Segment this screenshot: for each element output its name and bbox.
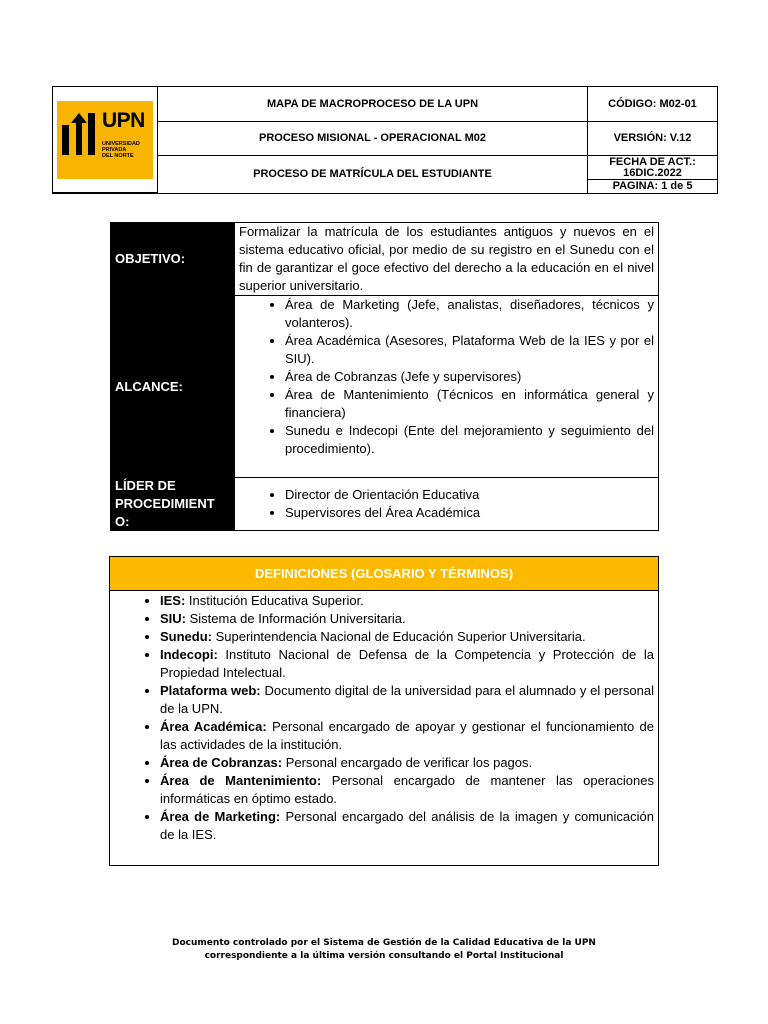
definition-item: • Sunedu: Superintendencia Nacional de Educación Superior Universitaria. bbox=[160, 628, 654, 646]
definition-item: • Área Académica: Personal encargado de apoyar y gestionar el funcionamiento de las actividades de la institución. bbox=[160, 718, 654, 754]
definition-item: • Área de Marketing: Personal encargado del análisis de la imagen y comunicación de la IES. bbox=[160, 808, 654, 844]
logo-subtitle: UNIVERSIDAD PRIVADA DEL NORTE bbox=[102, 140, 140, 159]
document-footer bbox=[0, 937, 768, 963]
page-number: PAGINA: 1 de 5 bbox=[612, 180, 693, 192]
scope-item: • Área Académica (Asesores, Plataforma Web de la IES y por el SIU). bbox=[285, 332, 654, 368]
definition-item: • IES: Institución Educativa Superior. bbox=[160, 592, 654, 610]
header-title-3: PROCESO DE MATRÍCULA DEL ESTUDIANTE bbox=[158, 156, 588, 193]
objective-row bbox=[111, 223, 658, 296]
definitions-list bbox=[110, 591, 658, 844]
header-title-1: MAPA DE MACROPROCESO DE LA UPN bbox=[158, 87, 588, 122]
scope-label: ALCANCE: bbox=[111, 296, 235, 477]
update-date: FECHA DE ACT.: 16DIC.2022 bbox=[588, 156, 717, 180]
leader-list-cell bbox=[235, 478, 658, 530]
definition-item: • Área de Mantenimiento: Personal encargado de mantener las operaciones informáticas en óptimo estado. bbox=[160, 772, 654, 808]
leader-item: • Director de Orientación Educativa bbox=[285, 486, 480, 504]
scope-item: • Sunedu e Indecopi (Ente del mejoramiento y seguimiento del procedimiento). bbox=[285, 422, 654, 458]
scope-row bbox=[111, 296, 658, 478]
logo-brand-text: UPN bbox=[102, 108, 145, 132]
definitions-heading: DEFINICIONES (GLOSARIO Y TÉRMINOS) bbox=[110, 557, 658, 591]
scope-item: • Área de Cobranzas (Jefe y supervisores) bbox=[285, 368, 654, 386]
scope-list-cell bbox=[235, 296, 658, 477]
header-title-2: PROCESO MISIONAL - OPERACIONAL M02 bbox=[158, 122, 588, 156]
footer-line-1: Documento controlado por el Sistema de Gestión de la Calidad Educativa de la UPN bbox=[172, 938, 596, 948]
footer-line-2: correspondiente a la última versión consultando el Portal Institucional bbox=[204, 951, 564, 961]
objective-label: OBJETIVO: bbox=[111, 223, 235, 295]
scope-list bbox=[239, 296, 654, 458]
definition-item: • Plataforma web: Documento digital de la universidad para el alumnado y el personal de la UPN. bbox=[160, 682, 654, 718]
definition-item: • Indecopi: Instituto Nacional de Defensa de la Competencia y Protección de la Propiedad Intelectual. bbox=[160, 646, 654, 682]
leader-row bbox=[111, 478, 658, 530]
process-info-table bbox=[110, 222, 659, 531]
scope-item: • Área de Marketing (Jefe, analistas, diseñadores, técnicos y volanteros). bbox=[285, 296, 654, 332]
document-version: VERSIÓN: V.12 bbox=[588, 122, 717, 156]
definitions-box bbox=[109, 556, 659, 866]
leader-item: • Supervisores del Área Académica bbox=[285, 504, 480, 522]
leader-label: LÍDER DE PROCEDIMIENT O: bbox=[111, 478, 235, 530]
logo-cell bbox=[53, 87, 158, 193]
document-code: CÓDIGO: M02-01 bbox=[588, 87, 717, 122]
objective-text: Formalizar la matrícula de los estudiantes antiguos y nuevos en el sistema educativo oficial, por medio de su registro en el Sunedu con el fin de garantizar el goce efectivo del derecho a la educación en el nivel superior universitario. bbox=[239, 224, 654, 293]
definition-item: • SIU: Sistema de Información Universitaria. bbox=[160, 610, 654, 628]
upn-logo bbox=[57, 101, 153, 179]
scope-item: • Área de Mantenimiento (Técnicos en informática general y financiera) bbox=[285, 386, 654, 422]
definition-item: • Área de Cobranzas: Personal encargado de verificar los pagos. bbox=[160, 754, 654, 772]
leader-list bbox=[239, 486, 480, 522]
document-header bbox=[52, 86, 718, 194]
